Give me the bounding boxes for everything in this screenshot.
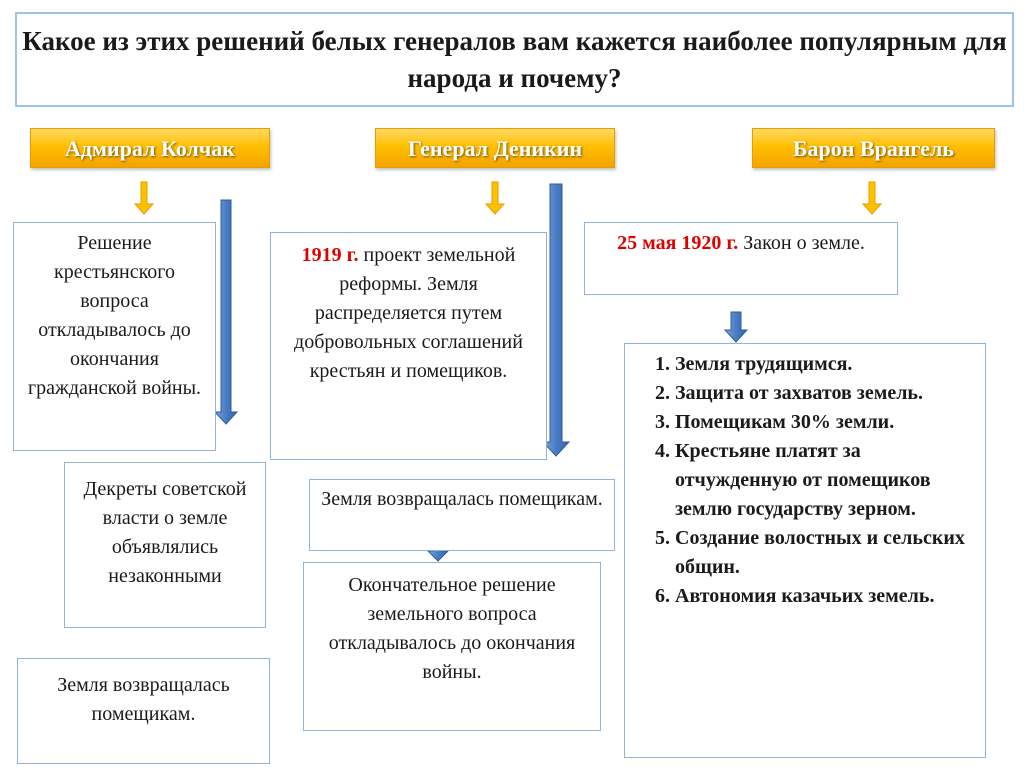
- kolchak-box-peasant-question: Решение крестьянского вопроса откладывалось до окончания гражданской войны.: [13, 222, 216, 451]
- question-title: Какое из этих решений белых генералов вам кажется наиболее популярным для народа и почему?: [15, 12, 1014, 107]
- blue-arrow-icon-wrangel: [725, 312, 747, 342]
- wrangel-law-text: Закон о земле.: [738, 232, 865, 254]
- list-item: 6. Автономия казачьих земель.: [675, 582, 975, 611]
- denikin-box-land-returned: Земля возвращалась помещикам.: [309, 479, 615, 551]
- header-baron-wrangel: Барон Врангель: [752, 128, 995, 168]
- denikin-reform-text: проект земельной реформы. Земля распределяется путем добровольных соглашений крестьян и помещиков.: [294, 244, 523, 382]
- wrangel-law-date: 25 мая 1920 г.: [617, 232, 739, 254]
- list-item: 5. Создание волостных и сельских общин.: [675, 524, 975, 582]
- list-item: 1. Земля трудящимся.: [675, 350, 975, 379]
- wrangel-law-list: [639, 350, 975, 611]
- denikin-box-reform-project: [270, 232, 547, 460]
- wrangel-box-law-points: [624, 343, 986, 758]
- list-item: 3. Помещикам 30% земли.: [675, 408, 975, 437]
- blue-arrow-icon-kolchak: [215, 200, 237, 424]
- yellow-arrow-icon-wrangel: [863, 182, 881, 214]
- yellow-arrow-icon-kolchak: [135, 182, 153, 214]
- denikin-box-final-decision: Окончательное решение земельного вопроса откладывалось до окончания войны.: [303, 562, 601, 731]
- list-item: 4. Крестьяне платят за отчужденную от помещиков землю государству зерном.: [675, 437, 975, 524]
- wrangel-box-land-law: [584, 222, 898, 295]
- list-item: 2. Защита от захватов земель.: [675, 379, 975, 408]
- yellow-arrow-icon-denikin: [486, 182, 504, 214]
- denikin-reform-date: 1919 г.: [301, 244, 359, 266]
- header-admiral-kolchak: Адмирал Колчак: [30, 128, 270, 168]
- kolchak-box-decrees: Декреты советской власти о земле объявлялись незаконными: [64, 462, 266, 628]
- kolchak-box-land-returned: Земля возвращалась помещикам.: [17, 658, 270, 764]
- header-general-denikin: Генерал Деникин: [375, 128, 615, 168]
